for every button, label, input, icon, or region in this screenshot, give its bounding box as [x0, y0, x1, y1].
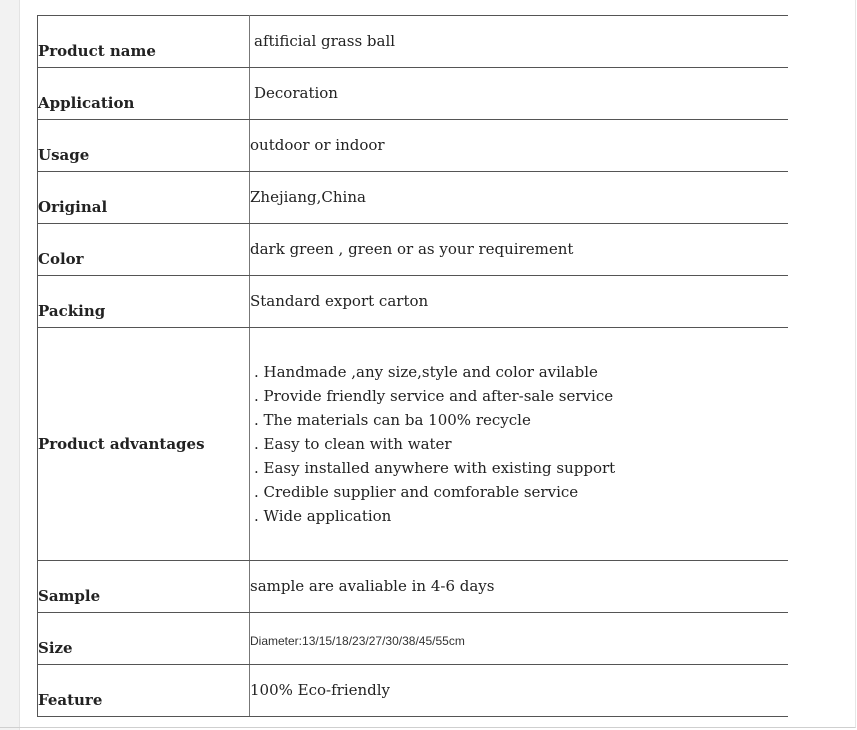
- packing-value: Standard export carton: [250, 276, 788, 328]
- table-row-product-advantages: [38, 328, 788, 561]
- sample-value: sample are avaliable in 4-6 days: [250, 561, 788, 613]
- table-row-feature: [38, 665, 788, 717]
- table-row-color: [38, 224, 788, 276]
- table-row-size: [38, 613, 788, 665]
- color-value: dark green , green or as your requirement: [250, 224, 788, 276]
- advantage-item: . Easy to clean with water: [254, 435, 452, 453]
- table-row-product-name: [38, 16, 788, 68]
- usage-value: outdoor or indoor: [250, 120, 788, 172]
- product-advantages-value: [250, 328, 788, 561]
- table-row-packing: [38, 276, 788, 328]
- product-name-value: [250, 16, 788, 68]
- size-text: Diameter:13/15/18/23/27/30/38/45/55cm: [250, 634, 465, 648]
- size-value: [250, 613, 788, 665]
- color-label: Color: [38, 224, 250, 276]
- product-name-label: Product name: [38, 16, 250, 68]
- product-spec-table: [37, 15, 788, 717]
- table-row-original: [38, 172, 788, 224]
- table-row-sample: [38, 561, 788, 613]
- size-label: Size: [38, 613, 250, 665]
- advantage-item: . The materials can ba 100% recycle: [254, 411, 531, 429]
- usage-label: Usage: [38, 120, 250, 172]
- advantage-item: . Credible supplier and comforable service: [254, 483, 579, 501]
- table-row-application: [38, 68, 788, 120]
- original-value: Zhejiang,China: [250, 172, 788, 224]
- advantages-list: [250, 360, 788, 528]
- product-advantages-label: Product advantages: [38, 328, 250, 561]
- feature-value: 100% Eco-friendly: [250, 665, 788, 717]
- application-value: [250, 68, 788, 120]
- packing-label: Packing: [38, 276, 250, 328]
- sample-label: Sample: [38, 561, 250, 613]
- advantage-item: . Handmade ,any size,style and color avilable: [254, 363, 598, 381]
- feature-label: Feature: [38, 665, 250, 717]
- advantage-item: . Easy installed anywhere with existing support: [254, 459, 616, 477]
- application-label: Application: [38, 68, 250, 120]
- advantage-item: . Provide friendly service and after-sale service: [254, 387, 614, 405]
- application-text: Decoration: [254, 84, 338, 102]
- table-row-usage: [38, 120, 788, 172]
- original-label: Original: [38, 172, 250, 224]
- advantage-item: . Wide application: [254, 507, 392, 525]
- product-name-text: aftificial grass ball: [254, 32, 396, 50]
